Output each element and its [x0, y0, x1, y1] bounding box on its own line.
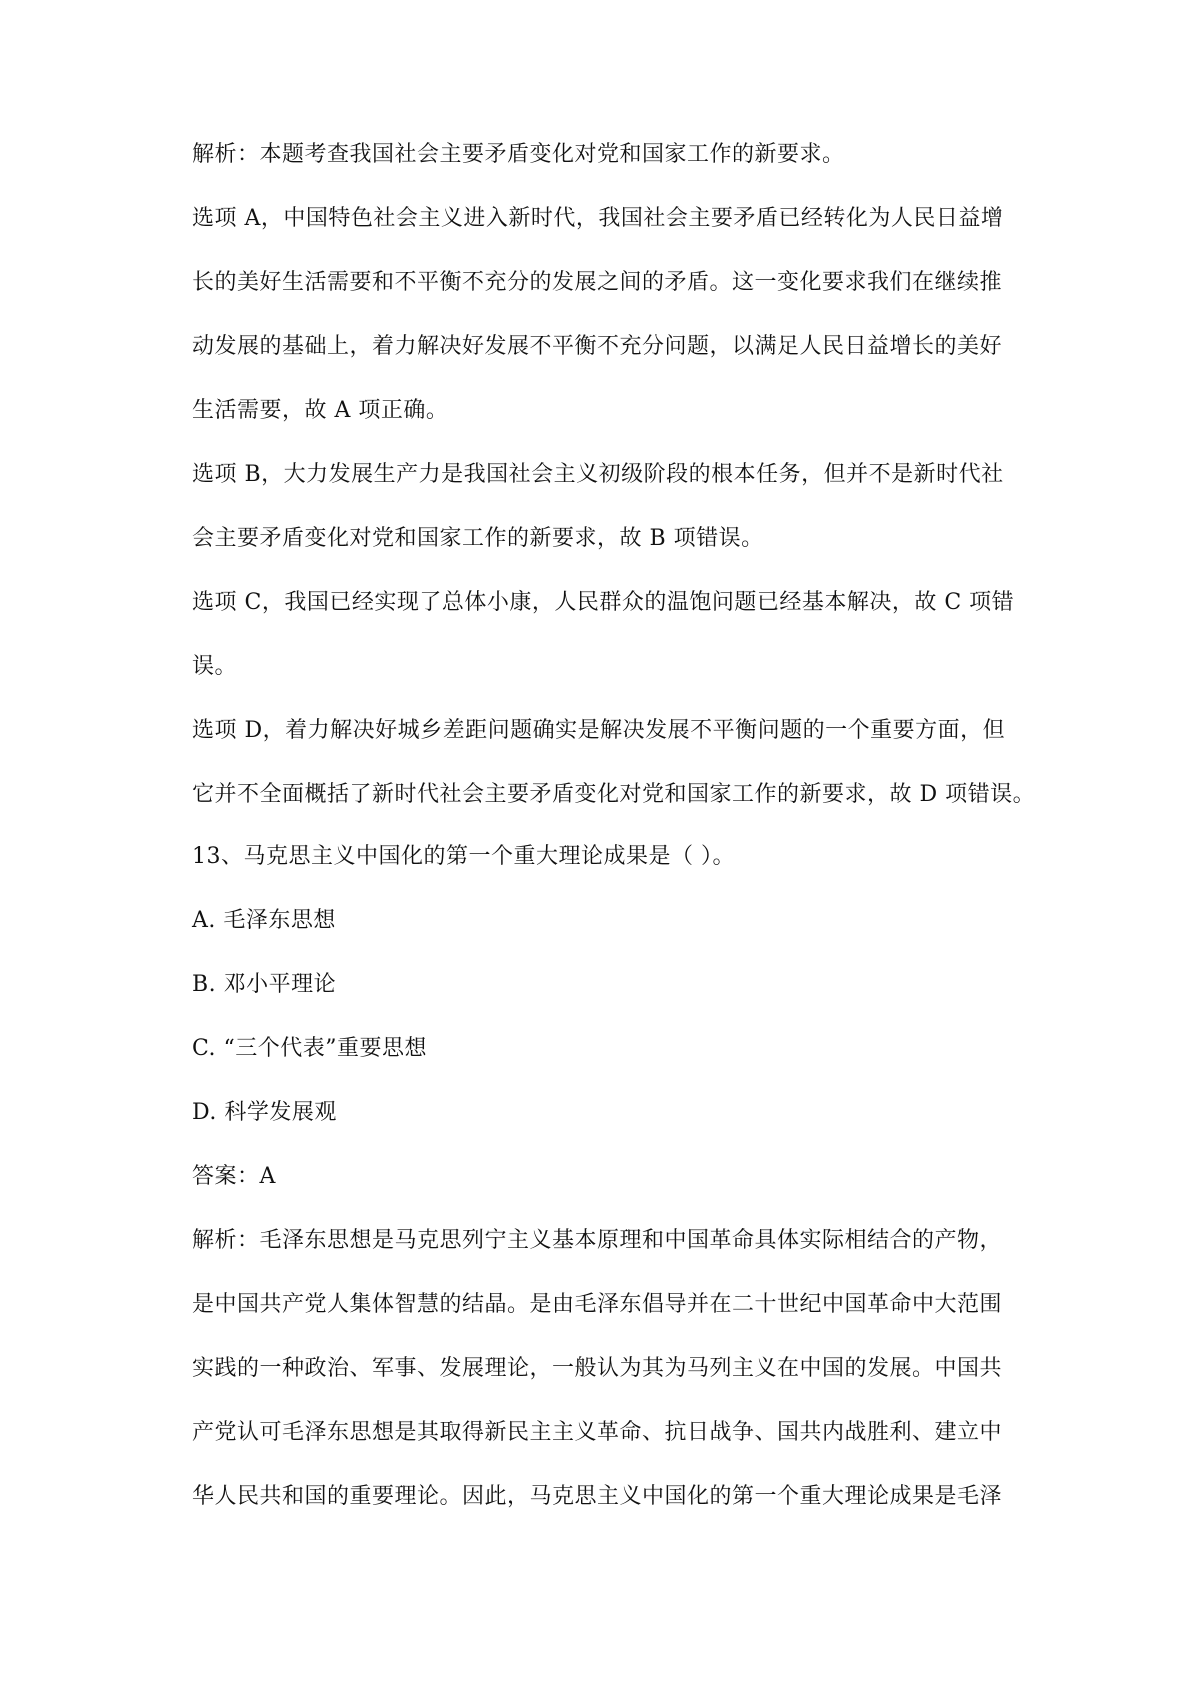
analysis-13-line-1: 解析：毛泽东思想是马克思列宁主义基本原理和中国革命具体实际相结合的产物， — [192, 1228, 1003, 1253]
choice-b: B. 邓小平理论 — [192, 972, 337, 997]
choice-a: A. 毛泽东思想 — [192, 908, 336, 933]
analysis-12-intro: 解析：本题考查我国社会主要矛盾变化对党和国家工作的新要求。 — [192, 142, 845, 167]
option-b-line-1: 选项 B，大力发展生产力是我国社会主义初级阶段的根本任务，但并不是新时代社 — [192, 462, 1004, 487]
analysis-13-line-3: 实践的一种政治、军事、发展理论，一般认为其为马列主义在中国的发展。中国共 — [192, 1356, 1003, 1381]
option-d-line-2: 它并不全面概括了新时代社会主要矛盾变化对党和国家工作的新要求，故 D 项错误。 — [192, 782, 1036, 807]
analysis-13-line-4: 产党认可毛泽东思想是其取得新民主主义革命、抗日战争、国共内战胜利、建立中 — [192, 1420, 1003, 1445]
analysis-13-line-2: 是中国共产党人集体智慧的结晶。是由毛泽东倡导并在二十世纪中国革命中大范围 — [192, 1292, 1003, 1317]
option-d-line-1: 选项 D，着力解决好城乡差距问题确实是解决发展不平衡问题的一个重要方面，但 — [192, 718, 1006, 743]
option-b-line-2: 会主要矛盾变化对党和国家工作的新要求，故 B 项错误。 — [192, 526, 764, 551]
option-a-line-4: 生活需要，故 A 项正确。 — [192, 398, 449, 423]
choice-d: D. 科学发展观 — [192, 1100, 337, 1125]
choice-c: C. “三个代表”重要思想 — [192, 1036, 428, 1061]
option-a-line-1: 选项 A，中国特色社会主义进入新时代，我国社会主要矛盾已经转化为人民日益增 — [192, 206, 1004, 231]
question-13-stem: 13、马克思主义中国化的第一个重大理论成果是（ ）。 — [192, 844, 735, 869]
answer-line: 答案：A — [192, 1164, 276, 1189]
option-a-line-3: 动发展的基础上，着力解决好发展不平衡不充分问题，以满足人民日益增长的美好 — [192, 334, 1003, 359]
analysis-13-line-5: 华人民共和国的重要理论。因此，马克思主义中国化的第一个重大理论成果是毛泽 — [192, 1484, 1003, 1509]
option-a-line-2: 长的美好生活需要和不平衡不充分的发展之间的矛盾。这一变化要求我们在继续推 — [192, 270, 1003, 295]
option-c-line-1: 选项 C，我国已经实现了总体小康，人民群众的温饱问题已经基本解决，故 C 项错 — [192, 590, 1015, 615]
option-c-line-2: 误。 — [192, 654, 238, 679]
